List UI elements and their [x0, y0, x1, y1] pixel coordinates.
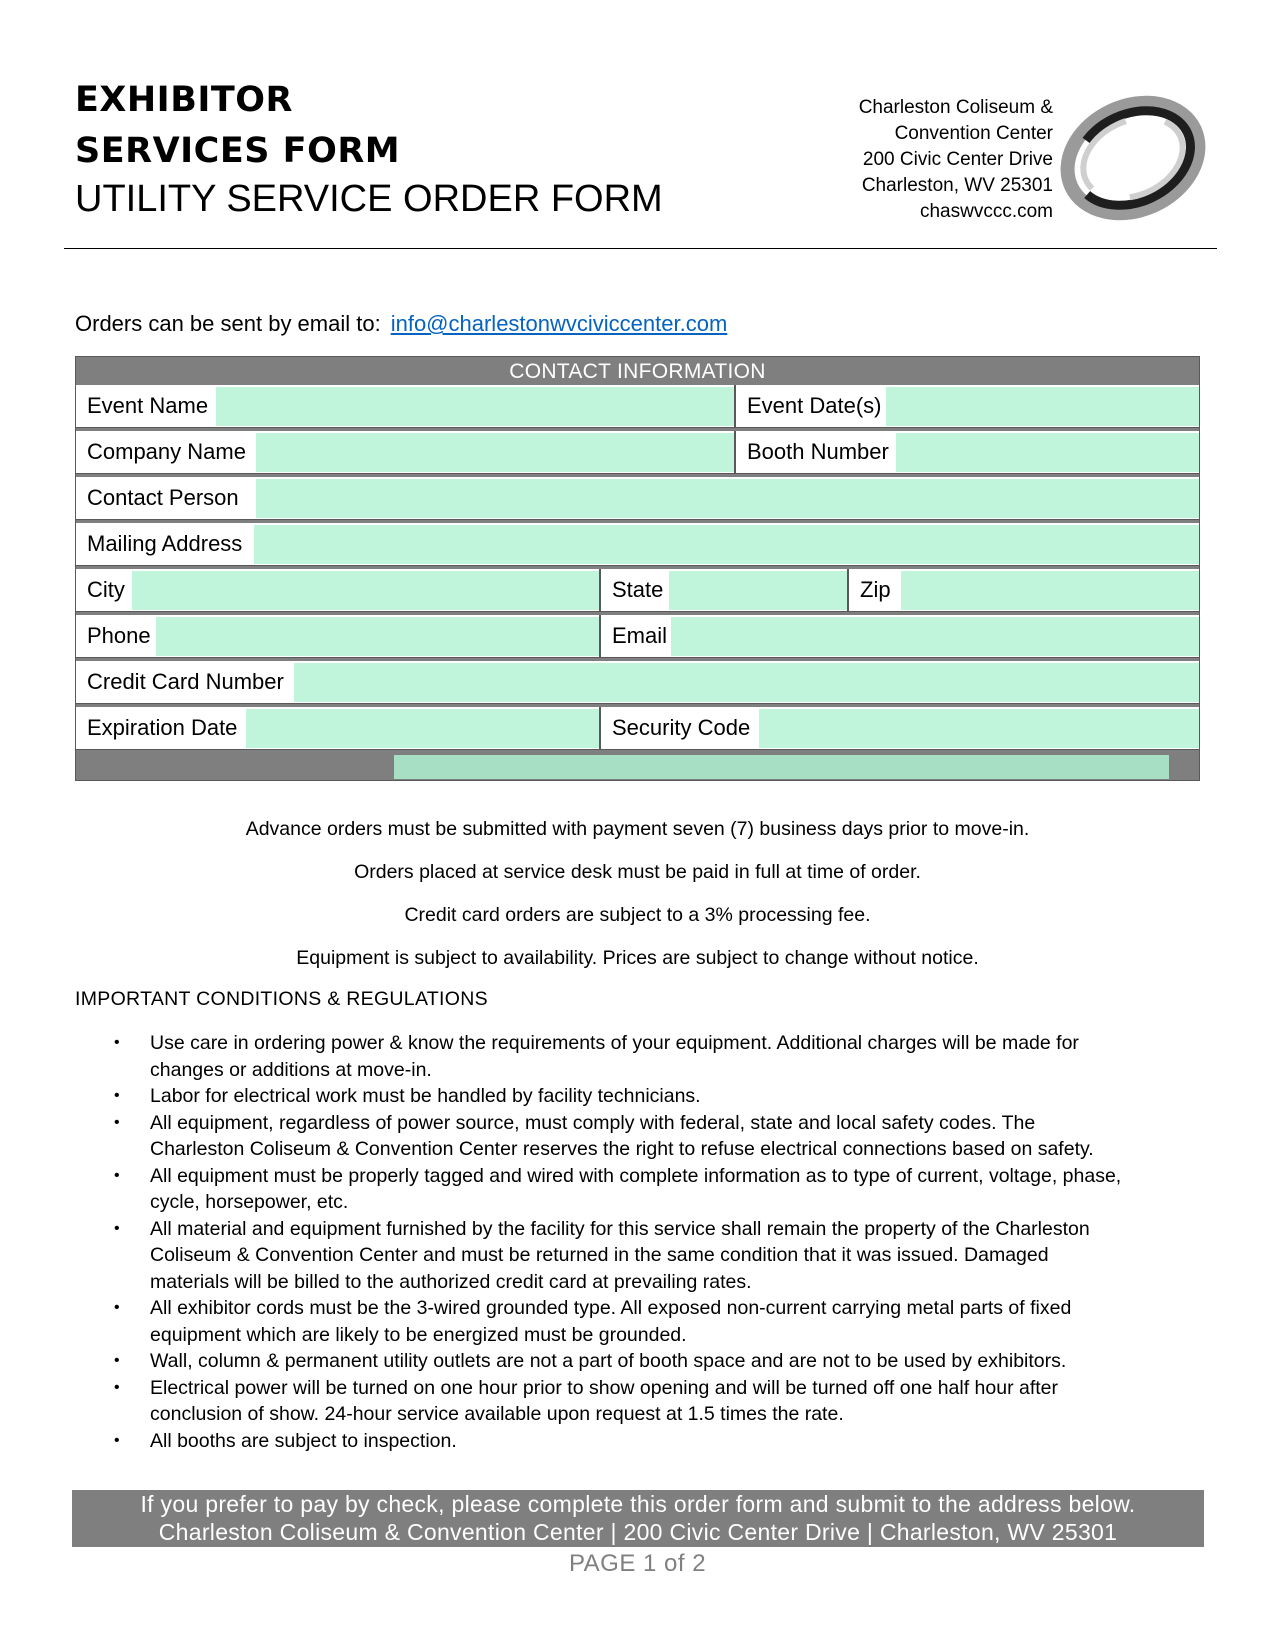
event-dates-cell: [736, 385, 1199, 428]
event-name-cell: [76, 385, 736, 428]
security-code-label: Security Code: [612, 707, 750, 749]
event-dates-field[interactable]: [886, 387, 1199, 426]
ring-logo-icon: [1053, 88, 1213, 228]
mailing-address-cell: [76, 523, 1199, 566]
zip-field[interactable]: [901, 571, 1199, 610]
header-divider: [64, 248, 1217, 249]
form-row-company: [76, 431, 1199, 474]
bullet: •: [114, 1219, 120, 1237]
list-item-line: All booths are subject to inspection.: [150, 1429, 457, 1452]
list-item: [75, 1083, 1205, 1110]
list-item-line: cycle, horsepower, etc.: [150, 1191, 349, 1213]
bullet: •: [114, 1378, 120, 1396]
email-label: Email: [612, 615, 667, 657]
contact-information-form: [75, 356, 1200, 781]
list-item-line: Labor for electrical work must be handled by facility technicians.: [150, 1085, 701, 1107]
email-field[interactable]: [671, 617, 1199, 656]
note-service-desk: Orders placed at service desk must be paid in full at time of order.: [354, 861, 921, 883]
security-code-cell: [601, 707, 1199, 750]
company-name-cell: [76, 431, 736, 474]
list-item: [75, 1375, 1205, 1428]
conditions-list: [75, 1030, 1205, 1454]
bullet: •: [114, 1113, 120, 1131]
form-row-expiration-security: [76, 707, 1199, 750]
mailing-address-field[interactable]: [254, 525, 1199, 564]
list-item: [75, 1348, 1205, 1375]
banner-line-1: If you prefer to pay by check, please complete this order form and submit to the address below.: [140, 1491, 1136, 1517]
list-item-line: Wall, column & permanent utility outlets are not a part of booth space and are not to be used by exhibitors.: [150, 1350, 1067, 1372]
list-item-line: equipment which are likely to be energized must be grounded.: [150, 1323, 687, 1346]
bullet: •: [114, 1166, 120, 1184]
org-line: Convention Center: [894, 123, 1053, 144]
expiration-cell: [76, 707, 601, 750]
list-item: [75, 1428, 1205, 1455]
list-item-line: All exhibitor cords must be the 3-wired grounded type. All exposed non-current carrying metal parts of fixed: [150, 1297, 1072, 1319]
city-field[interactable]: [132, 571, 599, 610]
list-item: [75, 1110, 1205, 1163]
bullet: •: [114, 1034, 120, 1051]
credit-card-cell: [76, 661, 1199, 704]
organization-address: [859, 95, 1053, 225]
company-name-field[interactable]: [256, 433, 734, 472]
zip-label: Zip: [860, 569, 891, 611]
list-item: [75, 1163, 1205, 1216]
security-code-field[interactable]: [759, 709, 1199, 748]
note-advance-orders: Advance orders must be submitted with payment seven (7) business days prior to move-in.: [245, 818, 1030, 840]
contact-heading: CONTACT INFORMATION: [509, 360, 766, 383]
org-website[interactable]: chaswvccc.com: [919, 201, 1053, 222]
form-row-credit-card: [76, 661, 1199, 704]
list-item: [75, 1030, 1205, 1083]
credit-card-label: Credit Card Number: [87, 661, 284, 703]
list-item-line: All material and equipment furnished by the facility for this service shall remain the property of the Charleston: [150, 1217, 1090, 1240]
email-instruction: [75, 311, 727, 337]
event-dates-label: Event Date(s): [747, 385, 882, 427]
title-line-1: EXHIBITOR: [75, 80, 293, 120]
company-name-label: Company Name: [87, 431, 246, 473]
form-row-city-state-zip: [76, 569, 1199, 612]
expiration-field[interactable]: [246, 709, 599, 748]
list-item: [75, 1295, 1205, 1348]
city-cell: [76, 569, 601, 612]
form-footer-bar: [394, 755, 1169, 779]
expiration-label: Expiration Date: [87, 707, 237, 749]
bullet: •: [114, 1431, 120, 1449]
state-cell: [601, 569, 849, 612]
banner-line-2: Charleston Coliseum & Convention Center | 200 Civic Center Drive | Charleston, WV 25301: [158, 1519, 1118, 1545]
list-item-line: Electrical power will be turned on one hour prior to show opening and will be turned off one half hour after: [150, 1376, 1059, 1399]
contact-person-field[interactable]: [256, 479, 1199, 518]
list-item-line: conclusion of show. 24-hour service available upon request at 1.5 times the rate.: [150, 1403, 844, 1425]
email-cell: [601, 615, 1199, 658]
bullet: •: [114, 1087, 120, 1104]
email-link[interactable]: info@charlestonwvciviccenter.com: [390, 311, 728, 336]
event-name-field[interactable]: [216, 387, 734, 426]
event-name-label: Event Name: [87, 385, 208, 427]
page-number: PAGE 1 of 2: [568, 1550, 707, 1577]
pay-by-check-banner: [72, 1490, 1204, 1547]
email-prefix: Orders can be sent by email to:: [75, 311, 381, 336]
list-item-line: All equipment, regardless of power source, must comply with federal, state and local safety codes. The: [150, 1111, 1036, 1134]
city-label: City: [87, 569, 125, 611]
list-item-line: Charleston Coliseum & Convention Center reserves the right to refuse electrical connections based on safety.: [150, 1138, 1094, 1160]
form-row-phone-email: [76, 615, 1199, 658]
credit-card-field[interactable]: [294, 663, 1199, 702]
phone-field[interactable]: [156, 617, 599, 656]
form-row-event: [76, 385, 1199, 428]
booth-number-field[interactable]: [896, 433, 1199, 472]
note-processing-fee: Credit card orders are subject to a 3% processing fee.: [404, 904, 871, 926]
note-availability: Equipment is subject to availability. Prices are subject to change without notice.: [296, 947, 979, 969]
zip-cell: [849, 569, 1199, 612]
title-line-2: SERVICES FORM: [75, 131, 401, 171]
org-line: Charleston, WV 25301: [861, 175, 1053, 196]
list-item-line: materials will be billed to the authorized credit card at prevailing rates.: [150, 1270, 752, 1293]
org-line: 200 Civic Center Drive: [862, 149, 1053, 170]
page-subtitle: UTILITY SERVICE ORDER FORM: [75, 178, 663, 220]
list-item: [75, 1216, 1205, 1296]
list-item-line: All equipment must be properly tagged and wired with complete information as to type of current, voltage, phase,: [150, 1164, 1122, 1187]
org-line: Charleston Coliseum &: [858, 97, 1053, 118]
bullet: •: [114, 1352, 120, 1369]
list-item-line: Coliseum & Convention Center and must be returned in the same condition that it was issued. Damaged: [150, 1244, 1049, 1266]
state-field[interactable]: [669, 571, 847, 610]
list-item-line: changes or additions at move-in.: [150, 1058, 432, 1081]
mailing-address-label: Mailing Address: [87, 523, 242, 565]
form-row-mailing-address: [76, 523, 1199, 566]
form-row-contact-person: [76, 477, 1199, 520]
booth-number-cell: [736, 431, 1199, 474]
booth-number-label: Booth Number: [747, 431, 889, 473]
list-item-line: Use care in ordering power & know the requirements of your equipment. Additional charges will be made for: [150, 1032, 1079, 1054]
bullet: •: [114, 1299, 120, 1316]
phone-cell: [76, 615, 601, 658]
phone-label: Phone: [87, 615, 151, 657]
contact-person-cell: [76, 477, 1199, 520]
contact-person-label: Contact Person: [87, 477, 239, 519]
conditions-heading: IMPORTANT CONDITIONS & REGULATIONS: [75, 988, 488, 1010]
state-label: State: [612, 569, 663, 611]
